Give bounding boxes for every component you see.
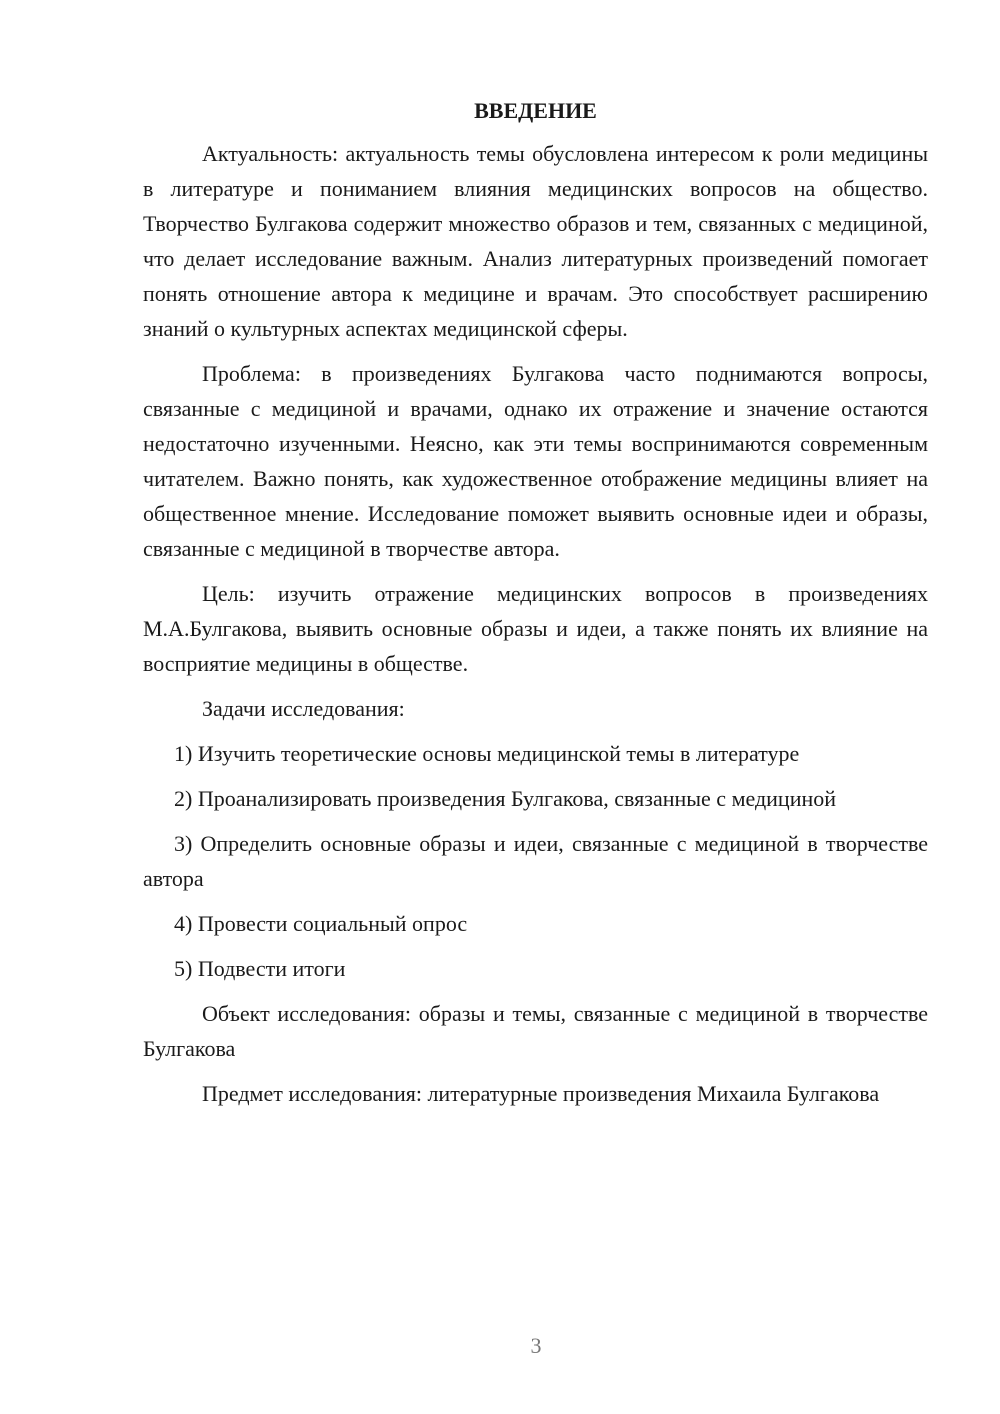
task-item-1: 1) Изучить теоретические основы медицинской темы в литературе bbox=[174, 741, 800, 766]
subject-paragraph: Предмет исследования: литературные произведения Михаила Булгакова bbox=[202, 1081, 880, 1106]
task-item-3: 3) Определить основные образы и идеи, связанные с медициной в творчестве автора bbox=[143, 831, 928, 891]
task-item-2: 2) Проанализировать произведения Булгакова, связанные с медициной bbox=[174, 786, 837, 811]
object-paragraph: Объект исследования: образы и темы, связанные с медициной в творчестве Булгакова bbox=[143, 1001, 928, 1061]
document-page bbox=[143, 93, 928, 1121]
tasks-heading: Задачи исследования: bbox=[202, 696, 405, 721]
task-item-5: 5) Подвести итоги bbox=[174, 956, 346, 981]
page-number: 3 bbox=[530, 1333, 542, 1358]
goal-paragraph: Цель: изучить отражение медицинских вопросов в произведениях М.А.Булгакова, выявить основные образы и идеи, а также понять их влияние на восприятие медицины в обществе. bbox=[143, 581, 928, 676]
task-item-4: 4) Провести социальный опрос bbox=[174, 911, 468, 936]
problem-paragraph: Проблема: в произведениях Булгакова часто поднимаются вопросы, связанные с медициной и врачами, однако их отражение и значение остаются недостаточно изученными. Неясно, как эти темы воспринимаются современным читателем. Важно понять, как художественное отображение медицины влияет на общественное мнение. Исследование поможет выявить основные идеи и образы, связанные с медициной в творчестве автора. bbox=[143, 361, 928, 561]
page-title: ВВЕДЕНИЕ bbox=[474, 98, 597, 123]
relevance-paragraph: Актуальность: актуальность темы обусловлена интересом к роли медицины в литературе и пониманием влияния медицинских вопросов на общество. Творчество Булгакова содержит множество образов и тем, связанных с медициной, что делает исследование важным. Анализ литературных произведений помогает понять отношение автора к медицине и врачам. Это способствует расширению знаний о культурных аспектах медицинской сферы. bbox=[143, 141, 928, 341]
